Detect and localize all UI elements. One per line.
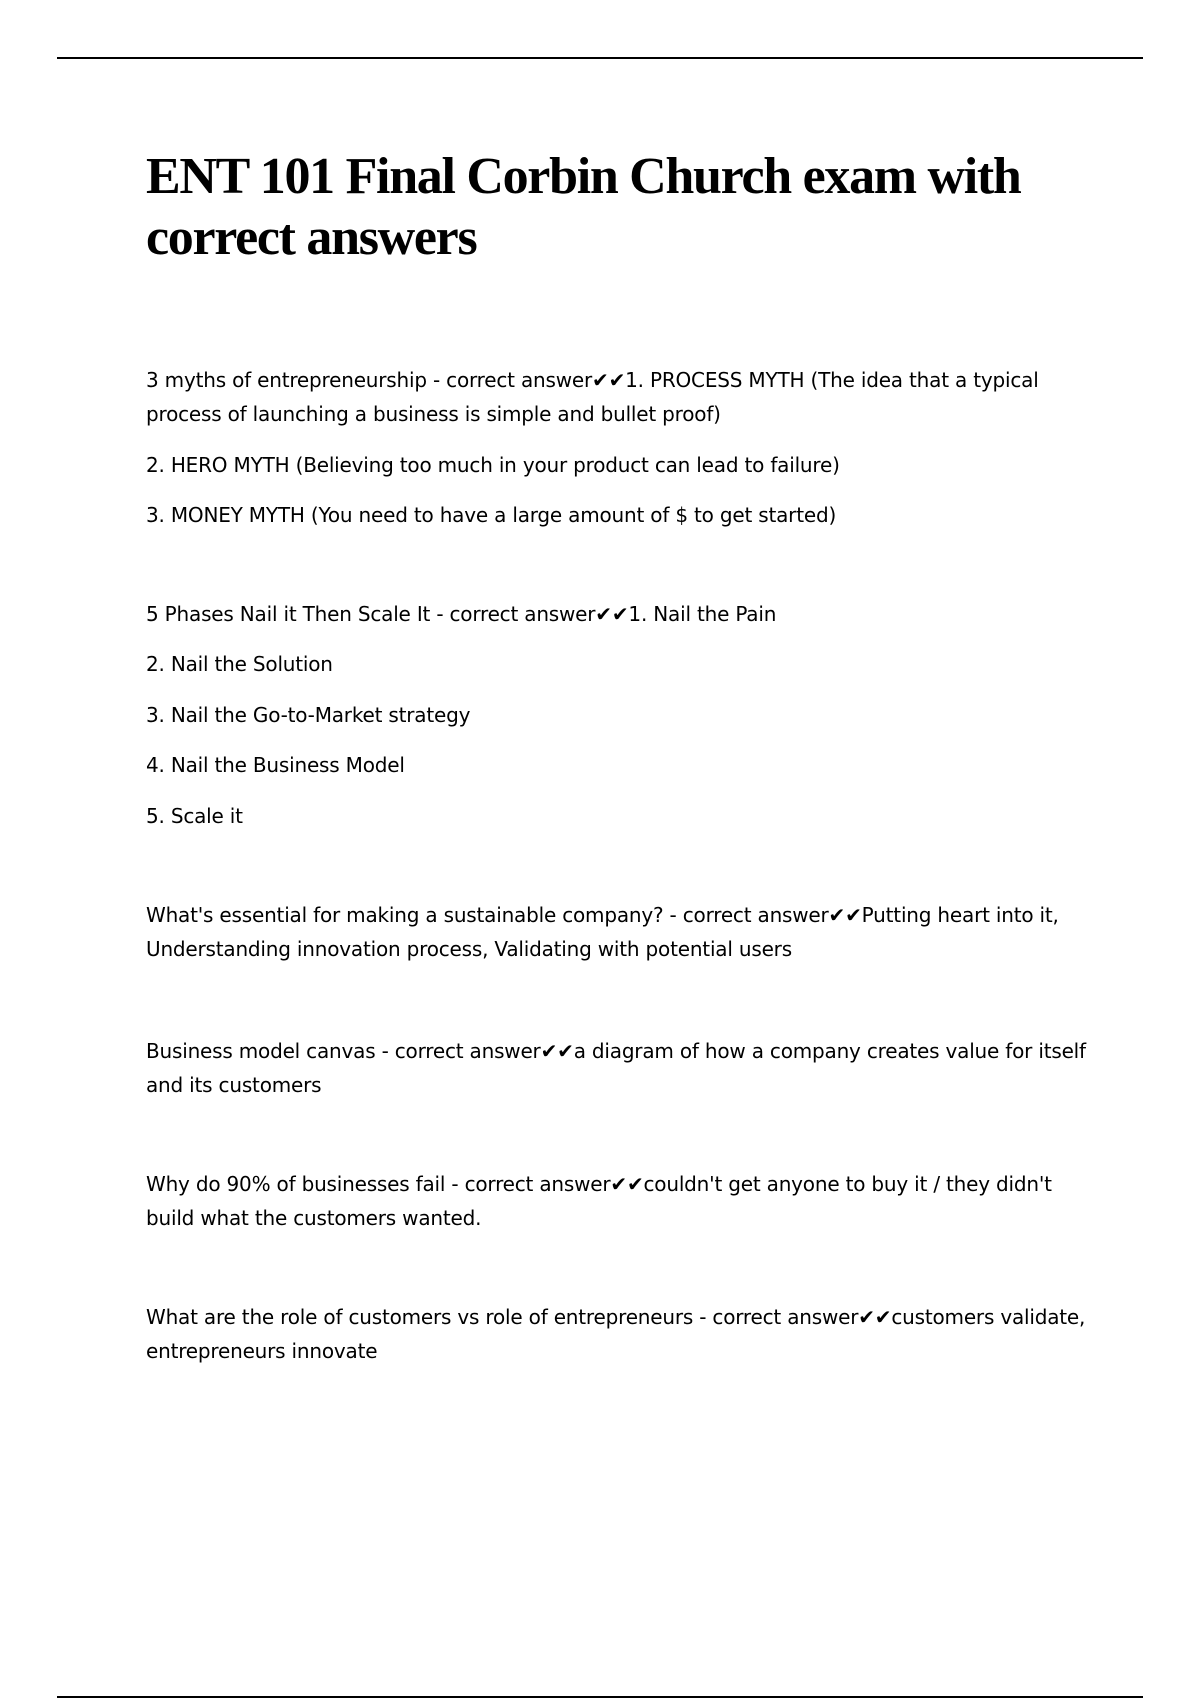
qa-item-myths: 3 myths of entrepreneurship - correct answer✔✔1. PROCESS MYTH (The idea that a typical process of launching a business is simple and bullet proof) xyxy=(146,368,1039,426)
qa-item-phases-line-4: 4. Nail the Business Model xyxy=(146,753,405,777)
qa-item-phases-line-2: 2. Nail the Solution xyxy=(146,652,333,676)
qa-item-fail: Why do 90% of businesses fail - correct answer✔✔couldn't get anyone to buy it / they didn't build what the customers wanted. xyxy=(146,1172,1052,1230)
qa-item-phases: 5 Phases Nail it Then Scale It - correct answer✔✔1. Nail the Pain xyxy=(146,602,777,626)
qa-item-phases-line-5: 5. Scale it xyxy=(146,804,243,828)
qa-item-myths-line-2: 2. HERO MYTH (Believing too much in your product can lead to failure) xyxy=(146,453,840,477)
qa-item-sustainable: What's essential for making a sustainable company? - correct answer✔✔Putting heart into it, Understanding innovation process, Validating with potential users xyxy=(146,903,1059,961)
bottom-rule xyxy=(57,1696,1143,1698)
qa-item-roles: What are the role of customers vs role of entrepreneurs - correct answer✔✔customers validate, entrepreneurs innovate xyxy=(146,1305,1086,1363)
top-rule xyxy=(57,57,1143,59)
document-title: ENT 101 Final Corbin Church exam with correct answers xyxy=(146,148,1021,266)
qa-item-canvas: Business model canvas - correct answer✔✔a diagram of how a company creates value for itself and its customers xyxy=(146,1039,1086,1097)
qa-item-myths-line-3: 3. MONEY MYTH (You need to have a large amount of $ to get started) xyxy=(146,503,837,527)
qa-item-phases-line-3: 3. Nail the Go-to-Market strategy xyxy=(146,703,471,727)
